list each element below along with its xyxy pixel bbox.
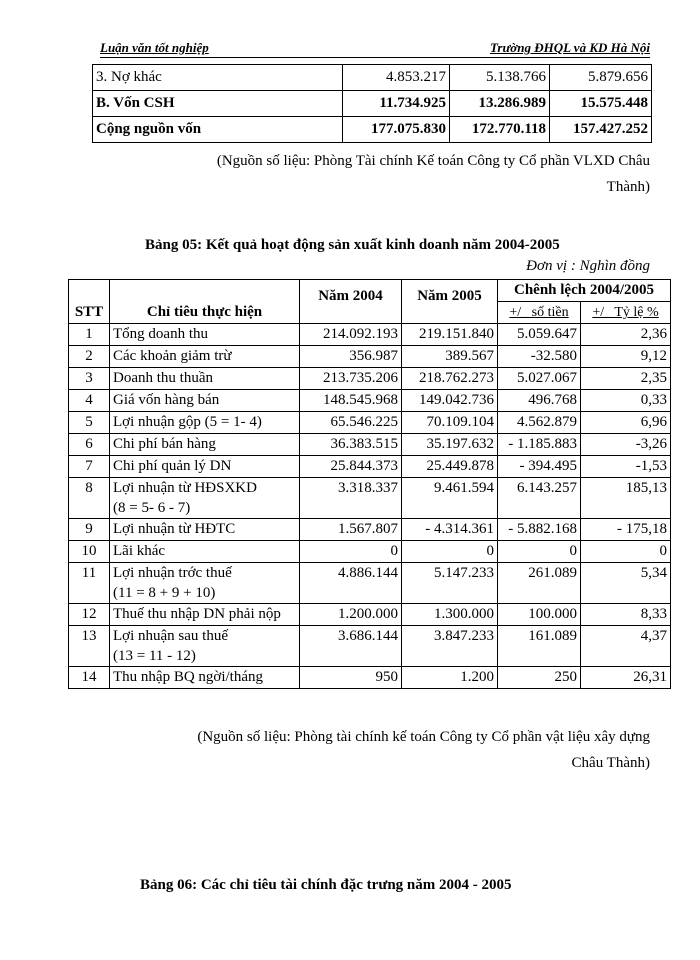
diff-amount-cell: 261.089 [498, 563, 581, 604]
diff-amount-cell: 5.027.067 [498, 368, 581, 390]
diff-amount-cell: 0 [498, 541, 581, 563]
value-2004-cell: 25.844.373 [300, 456, 402, 478]
source-note-1-line2: Thành) [606, 179, 650, 195]
indicator-cell: Lợi nhuận gộp (5 = 1- 4) [110, 412, 300, 434]
table-row [69, 456, 671, 478]
diff-amount-cell: 5.059.647 [498, 324, 581, 346]
source-note-2-line2: Châu Thành) [571, 755, 650, 771]
diff-percent-cell: 6,96 [581, 412, 671, 434]
value-2004-cell: 65.546.225 [300, 412, 402, 434]
diff-percent-cell: -1,53 [581, 456, 671, 478]
indicator-formula: (13 = 11 - 12) [113, 648, 196, 664]
header-difference: Chênh lệch 2004/2005 [498, 280, 671, 302]
source-note-1-line1: (Nguồn số liệu: Phòng Tài chính Kế toán Công ty Cổ phần VLXD Châu [216, 153, 650, 169]
table-row [69, 563, 671, 604]
header-amount: +/_ số tiền [498, 302, 581, 324]
value-2004-cell: 4.886.144 [300, 563, 402, 604]
source-note-1 [150, 148, 650, 200]
value-cell: 172.770.118 [450, 117, 550, 143]
diff-amount-cell: 161.089 [498, 626, 581, 667]
value-2005-cell: 149.042.736 [402, 390, 498, 412]
value-2004-cell: 148.545.968 [300, 390, 402, 412]
diff-percent-cell: 26,31 [581, 667, 671, 689]
indicator-cell: Lãi khác [110, 541, 300, 563]
table-row [69, 324, 671, 346]
indicator-cell: Thu nhập BQ ngời/tháng [110, 667, 300, 689]
value-2005-cell: 3.847.233 [402, 626, 498, 667]
stt-cell: 7 [69, 456, 110, 478]
table-row [69, 604, 671, 626]
value-2005-cell: 35.197.632 [402, 434, 498, 456]
diff-percent-cell: 0 [581, 541, 671, 563]
diff-percent-cell: 185,13 [581, 478, 671, 519]
diff-amount-cell: 496.768 [498, 390, 581, 412]
value-2005-cell: 9.461.594 [402, 478, 498, 519]
stt-cell: 1 [69, 324, 110, 346]
indicator-label: Lợi nhuận trớc thuế [113, 565, 232, 581]
indicator-formula: (11 = 8 + 9 + 10) [113, 585, 216, 601]
value-cell: 177.075.830 [343, 117, 450, 143]
diff-percent-cell: 9,12 [581, 346, 671, 368]
indicator-cell: Doanh thu thuần [110, 368, 300, 390]
value-2004-cell: 356.987 [300, 346, 402, 368]
diff-amount-cell: 4.562.879 [498, 412, 581, 434]
value-cell: 15.575.448 [550, 91, 652, 117]
diff-amount-cell: 6.143.257 [498, 478, 581, 519]
indicator-cell [110, 626, 300, 667]
diff-percent-cell: - 175,18 [581, 519, 671, 541]
value-cell: 157.427.252 [550, 117, 652, 143]
value-2005-cell: 25.449.878 [402, 456, 498, 478]
stt-cell: 10 [69, 541, 110, 563]
business-results-body [69, 324, 671, 689]
diff-amount-cell: 250 [498, 667, 581, 689]
indicator-label: Lợi nhuận từ HĐSXKD [113, 480, 257, 496]
value-2005-cell: 219.151.840 [402, 324, 498, 346]
indicator-cell: Lợi nhuận từ HĐTC [110, 519, 300, 541]
value-2004-cell: 1.200.000 [300, 604, 402, 626]
value-cell: 11.734.925 [343, 91, 450, 117]
diff-percent-cell: 4,37 [581, 626, 671, 667]
value-2005-cell: 1.300.000 [402, 604, 498, 626]
table-row [93, 65, 652, 91]
header-rule [100, 57, 650, 58]
indicator-cell: Giá vốn hàng bán [110, 390, 300, 412]
row-label: Cộng nguồn vốn [93, 117, 343, 143]
stt-cell: 14 [69, 667, 110, 689]
value-2004-cell: 3.318.337 [300, 478, 402, 519]
table-row [69, 541, 671, 563]
indicator-cell: Thuế thu nhập DN phải nộp [110, 604, 300, 626]
value-2004-cell: 36.383.515 [300, 434, 402, 456]
stt-cell: 2 [69, 346, 110, 368]
diff-percent-cell: -3,26 [581, 434, 671, 456]
capital-sources-table [92, 64, 652, 143]
diff-percent-cell: 2,35 [581, 368, 671, 390]
header-left-text: Luận văn tốt nghiệp [100, 40, 209, 55]
table-row [69, 519, 671, 541]
indicator-label: Lợi nhuận sau thuế [113, 628, 228, 644]
header-right-text: Trường ĐHQL và KD Hà Nội [489, 40, 650, 55]
header-indicator: Chỉ tiêu thực hiện [110, 280, 300, 324]
stt-cell: 11 [69, 563, 110, 604]
table-row [93, 91, 652, 117]
stt-cell: 12 [69, 604, 110, 626]
stt-cell: 3 [69, 368, 110, 390]
table-row [69, 346, 671, 368]
header-2005: Năm 2005 [402, 280, 498, 324]
value-cell: 13.286.989 [450, 91, 550, 117]
value-2004-cell: 1.567.807 [300, 519, 402, 541]
table6-title: Bảng 06: Các chỉ tiêu tài chính đặc trưng năm 2004 - 2005 [140, 877, 512, 893]
table-row [69, 390, 671, 412]
value-cell: 5.879.656 [550, 65, 652, 91]
value-2005-cell: 5.147.233 [402, 563, 498, 604]
capital-sources-body [93, 65, 652, 143]
table-row [69, 478, 671, 519]
value-2004-cell: 0 [300, 541, 402, 563]
table5-unit: Đơn vị : Nghìn đồng [526, 258, 650, 274]
row-label: B. Vốn CSH [93, 91, 343, 117]
diff-amount-cell: - 5.882.168 [498, 519, 581, 541]
table-row [69, 412, 671, 434]
indicator-cell: Chi phí bán hàng [110, 434, 300, 456]
table-row [93, 117, 652, 143]
diff-percent-cell: 8,33 [581, 604, 671, 626]
value-2005-cell: - 4.314.361 [402, 519, 498, 541]
stt-cell: 9 [69, 519, 110, 541]
indicator-cell: Các khoản giảm trừ [110, 346, 300, 368]
value-2004-cell: 213.735.206 [300, 368, 402, 390]
value-cell: 4.853.217 [343, 65, 450, 91]
diff-percent-cell: 5,34 [581, 563, 671, 604]
diff-amount-cell: -32.580 [498, 346, 581, 368]
header-stt: STT [69, 280, 110, 324]
header-percent: +/_ Tỷ lệ % [581, 302, 671, 324]
value-cell: 5.138.766 [450, 65, 550, 91]
diff-amount-cell: - 1.185.883 [498, 434, 581, 456]
table-row [69, 667, 671, 689]
value-2005-cell: 218.762.273 [402, 368, 498, 390]
indicator-formula: (8 = 5- 6 - 7) [113, 500, 191, 516]
indicator-cell: Tổng doanh thu [110, 324, 300, 346]
value-2005-cell: 389.567 [402, 346, 498, 368]
indicator-cell [110, 563, 300, 604]
value-2005-cell: 70.109.104 [402, 412, 498, 434]
value-2004-cell: 3.686.144 [300, 626, 402, 667]
table-row [69, 626, 671, 667]
stt-cell: 4 [69, 390, 110, 412]
table-row [69, 368, 671, 390]
value-2005-cell: 0 [402, 541, 498, 563]
diff-percent-cell: 0,33 [581, 390, 671, 412]
diff-percent-cell: 2,36 [581, 324, 671, 346]
source-note-2-line1: (Nguồn số liệu: Phòng tài chính kế toán Công ty Cổ phần vật liệu xây dựng [197, 729, 650, 745]
stt-cell: 5 [69, 412, 110, 434]
table5-title: Bảng 05: Kết quả hoạt động sản xuất kinh doanh năm 2004-2005 [145, 237, 560, 253]
stt-cell: 6 [69, 434, 110, 456]
diff-amount-cell: - 394.495 [498, 456, 581, 478]
value-2005-cell: 1.200 [402, 667, 498, 689]
value-2004-cell: 214.092.193 [300, 324, 402, 346]
indicator-cell: Chi phí quản lý DN [110, 456, 300, 478]
page-header [100, 40, 650, 58]
stt-cell: 13 [69, 626, 110, 667]
value-2004-cell: 950 [300, 667, 402, 689]
stt-cell: 8 [69, 478, 110, 519]
source-note-2 [100, 724, 650, 776]
table-row [69, 434, 671, 456]
indicator-cell [110, 478, 300, 519]
diff-amount-cell: 100.000 [498, 604, 581, 626]
business-results-table [68, 279, 671, 689]
row-label: 3. Nợ khác [93, 65, 343, 91]
header-2004: Năm 2004 [300, 280, 402, 324]
